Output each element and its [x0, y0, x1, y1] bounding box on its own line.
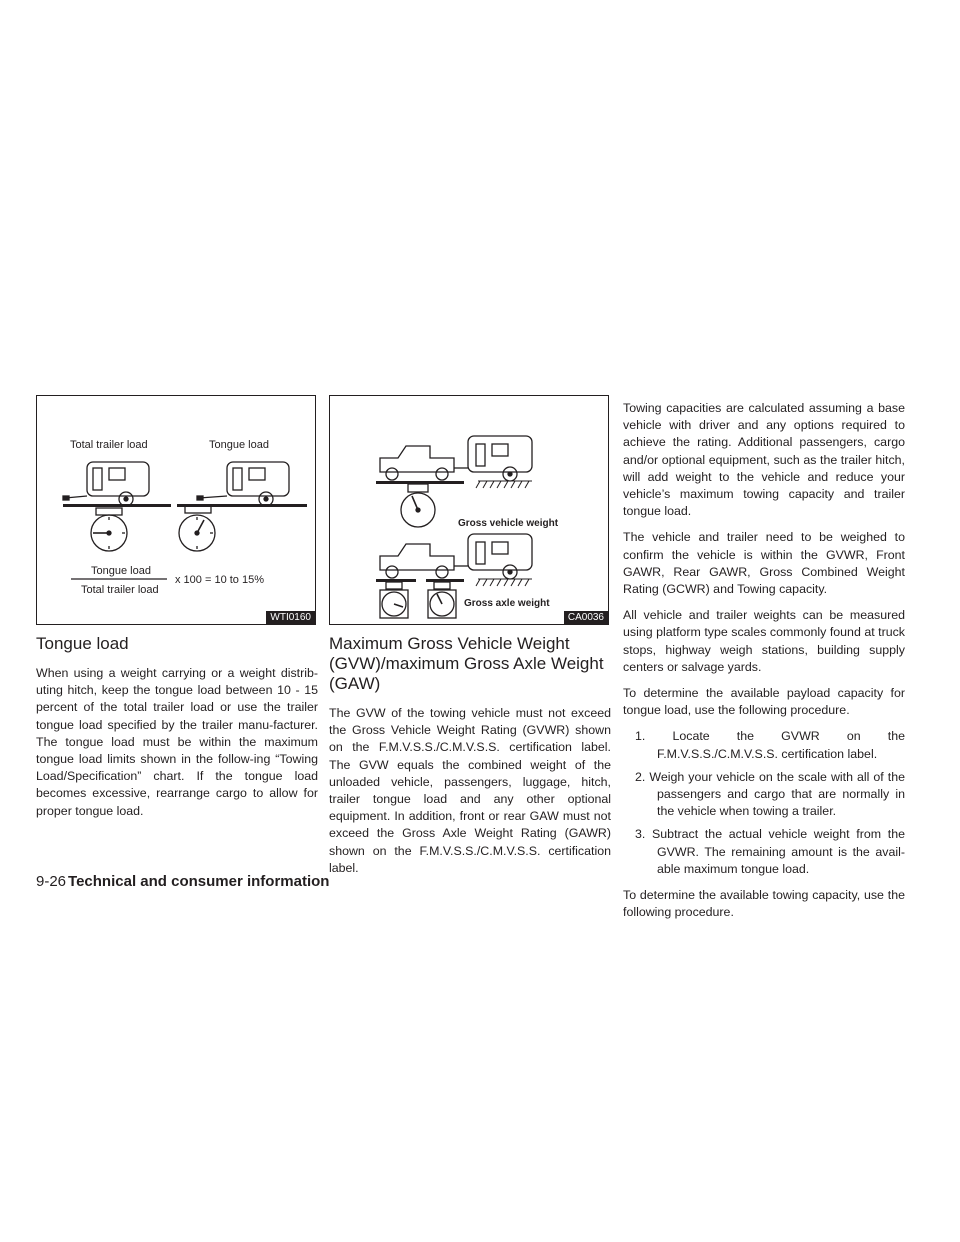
list-item: 3. Subtract the actual vehicle weight from the GVWR. The remaining amount is the avail-able maximum tongue load. — [635, 827, 905, 876]
label-gross-vehicle-weight: Gross vehicle weight — [458, 518, 559, 529]
section-heading-gvw-gaw: Maximum Gross Vehicle Weight (GVW)/maximum Gross Axle Weight (GAW) — [329, 634, 604, 693]
list-item: 1. Locate the GVWR on the F.M.V.S.S./C.M.V.S.S. certification label. — [635, 729, 905, 761]
paragraph: To determine the available payload capacity for tongue load, use the following procedure. — [623, 686, 905, 718]
scale-dial-front-axle-icon — [380, 582, 408, 618]
formula-denominator: Total trailer load — [81, 584, 159, 596]
hatched-ground-bottom — [476, 579, 532, 586]
trailer-top-icon — [468, 436, 532, 481]
tongue-load-figure — [36, 395, 316, 625]
paragraph: All vehicle and trailer weights can be measured using platform type scales commonly found at truck stops, highway weigh stations, building supply centers or salvage yards. — [623, 608, 905, 674]
list-item: 2. Weigh your vehicle on the scale with all of the passengers and cargo that are normally in the vehicle when towing a trailer. — [635, 769, 905, 819]
label-gross-axle-weight: Gross axle weight — [464, 598, 550, 609]
section-heading-tongue-load: Tongue load — [36, 634, 129, 653]
column-left — [36, 395, 318, 829]
paragraph: Towing capacities are calculated assuming a base vehicle with driver and any options required to achieve the rating. Additional passengers, cargo and/or optional equipment, such as the trailer hitch, will add weight to the vehicle and reduce your vehicle’s maximum towing capacity and trailer tongue load. — [623, 401, 905, 519]
gross-weight-figure — [329, 395, 609, 625]
page-footer — [36, 873, 329, 890]
trailer-left-icon — [63, 462, 149, 506]
figure-id: CA0036 — [564, 611, 608, 624]
scale-dial-left-icon — [91, 508, 127, 551]
truck-top-icon — [380, 446, 468, 480]
paragraph: The vehicle and trailer need to be weighed to confirm the vehicle is within the GVWR, Front GAWR, Rear GAWR, Gross Combined Weight Rating (GCWR) and Towing capacity. — [623, 530, 905, 597]
trailer-bottom-icon — [468, 534, 532, 579]
paragraph: To determine the available towing capacity, use the following procedure. — [623, 888, 905, 920]
formula-result: x 100 = 10 to 15% — [175, 574, 264, 586]
paragraph: The GVW of the towing vehicle must not exceed the Gross Vehicle Weight Rating (GVWR) shown on the F.M.V.S.S./C.M.V.S.S. certification label. The GVW equals the combined weight of the unloaded vehicle, passengers, luggage, hitch, trailer tongue load and any other optional equipment. In addition, front or rear GAW must not exceed the Gross Axle Weight Rating (GAWR) shown on the F.M.V.S.S./C.M.V.S.S. certification label. — [329, 706, 611, 875]
scale-dial-right-icon — [179, 506, 215, 551]
column-middle — [329, 395, 611, 886]
trailer-right-icon — [197, 462, 289, 506]
formula-numerator: Tongue load — [91, 565, 151, 577]
page-number: 9-26 — [36, 873, 67, 890]
truck-bottom-icon — [380, 544, 468, 578]
scale-platform-left — [63, 504, 171, 507]
scale-dial-gvw-icon — [401, 484, 435, 527]
section-title: Technical and consumer information — [68, 873, 330, 890]
paragraph: When using a weight carrying or a weight distrib-uting hitch, keep the tongue load between 10 - 15 percent of the total trailer load or use the trailer tongue load specified by the trailer manu-facturer. The tongue load must be within the maximum tongue load limits shown in the follow-ing “Towing Load/Specification” chart. If the tongue load becomes excessive, rearrange cargo to allow for proper tongue load. — [36, 666, 318, 818]
procedure-list — [623, 728, 905, 878]
scale-dial-rear-axle-icon — [428, 582, 456, 618]
column-right — [623, 400, 905, 930]
figure-id: WTI0160 — [266, 611, 315, 624]
tongue-load-illustration — [37, 396, 315, 624]
hatched-ground-top — [476, 481, 532, 488]
label-total-trailer-load: Total trailer load — [70, 439, 148, 451]
gross-weight-illustration — [330, 396, 608, 624]
label-tongue-load: Tongue load — [209, 439, 269, 451]
